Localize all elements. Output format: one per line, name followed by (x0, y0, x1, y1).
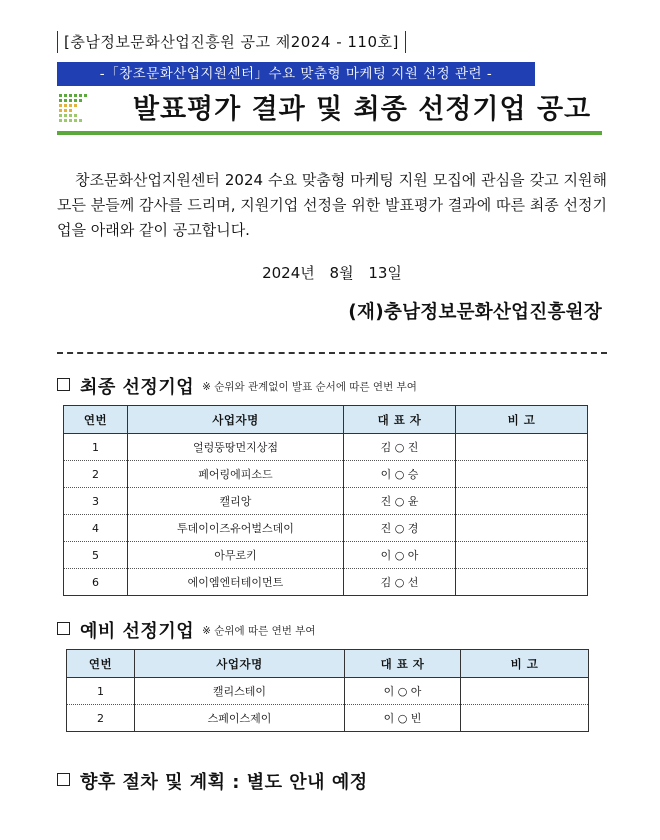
checkbox-square-icon (57, 622, 70, 635)
col-header-number: 연번 (64, 406, 128, 434)
dashed-divider (57, 352, 607, 354)
intro-paragraph: 창조문화산업지원센터 2024 수요 맞춤형 마케팅 지원 모집에 관심을 갖고 지원해 모든 분들께 감사를 드리며, 지원기업 선정을 위한 발표평가 결과에 따른 최종 선정기업을 아래와 같이 공고합니다. (57, 171, 607, 239)
table-row (64, 461, 588, 488)
col-header-remarks: 비 고 (456, 406, 588, 434)
remarks (456, 461, 588, 488)
page-title: 발표평가 결과 및 최종 선정기업 공고 (132, 94, 592, 125)
col-header-company: 사업자명 (135, 650, 345, 678)
representative: 이 ○ 빈 (345, 705, 461, 732)
table-row (67, 678, 589, 705)
representative: 이 ○ 승 (344, 461, 456, 488)
notice-number: [충남정보문화산업진흥원 공고 제2024 - 110호] (57, 31, 406, 53)
table-row (64, 569, 588, 596)
checkbox-square-icon (57, 773, 70, 786)
table-row (64, 434, 588, 461)
row-number: 6 (64, 569, 128, 596)
col-header-representative: 대 표 자 (344, 406, 456, 434)
final-section-note: ※ 순위와 관계없이 발표 순서에 따른 연번 부여 (202, 380, 417, 393)
representative: 김 ○ 선 (344, 569, 456, 596)
reserve-selection-table (66, 649, 589, 732)
final-selection-table (63, 405, 588, 596)
company-name: 투데이이즈유어벌스데이 (128, 515, 344, 542)
remarks (456, 569, 588, 596)
representative: 이 ○ 아 (345, 678, 461, 705)
issuer-name: (재)충남정보문화산업진흥원장 (348, 302, 602, 323)
row-number: 4 (64, 515, 128, 542)
col-header-company: 사업자명 (128, 406, 344, 434)
company-name: 얼렁뚱땅먼지상점 (128, 434, 344, 461)
representative: 진 ○ 경 (344, 515, 456, 542)
remarks (456, 488, 588, 515)
table-row (64, 488, 588, 515)
table-row (64, 542, 588, 569)
company-name: 캘리앙 (128, 488, 344, 515)
row-number: 2 (64, 461, 128, 488)
table-header-row (64, 406, 588, 434)
final-section-heading (57, 373, 417, 399)
company-name: 스페이스제이 (135, 705, 345, 732)
company-name: 캘리스테이 (135, 678, 345, 705)
company-name: 에이엠엔터테이먼트 (128, 569, 344, 596)
col-header-remarks: 비 고 (461, 650, 589, 678)
next-steps-label: 향후 절차 및 계획 : 별도 안내 예정 (80, 772, 368, 793)
remarks (456, 434, 588, 461)
remarks (461, 705, 589, 732)
reserve-section-note: ※ 순위에 따른 연번 부여 (202, 624, 316, 637)
table-header-row (67, 650, 589, 678)
table-row (67, 705, 589, 732)
remarks (456, 515, 588, 542)
checkbox-square-icon (57, 378, 70, 391)
row-number: 1 (64, 434, 128, 461)
subject-banner: -「창조문화산업지원센터」수요 맞춤형 마케팅 지원 선정 관련 - (57, 62, 535, 86)
col-header-representative: 대 표 자 (345, 650, 461, 678)
company-name: 아무로키 (128, 542, 344, 569)
representative: 진 ○ 윤 (344, 488, 456, 515)
remarks (456, 542, 588, 569)
row-number: 1 (67, 678, 135, 705)
title-row (57, 88, 602, 132)
title-underline (57, 131, 602, 135)
representative: 이 ○ 아 (344, 542, 456, 569)
row-number: 3 (64, 488, 128, 515)
next-steps-heading (57, 768, 368, 794)
row-number: 2 (67, 705, 135, 732)
reserve-section-heading (57, 617, 316, 643)
decorative-dots-icon (59, 94, 103, 124)
representative: 김 ○ 진 (344, 434, 456, 461)
col-header-number: 연번 (67, 650, 135, 678)
row-number: 5 (64, 542, 128, 569)
reserve-section-label: 예비 선정기업 (80, 621, 195, 642)
final-section-label: 최종 선정기업 (80, 377, 195, 398)
company-name: 페어링에피소드 (128, 461, 344, 488)
table-row (64, 515, 588, 542)
notice-date: 2024년 8월 13일 (262, 264, 402, 282)
remarks (461, 678, 589, 705)
